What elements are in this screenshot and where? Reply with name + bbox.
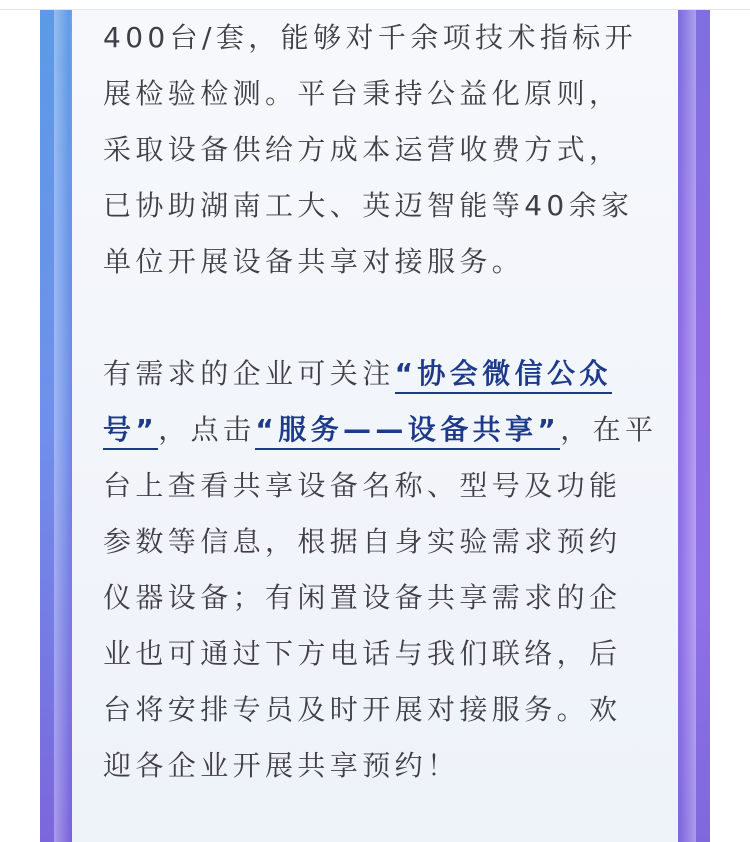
wechat-account-link-end[interactable]: 号” xyxy=(103,413,158,450)
frame-right-highlight xyxy=(680,10,696,842)
text-suffix: ，在平 xyxy=(560,413,658,446)
paragraph-line: 采取设备供给方成本运营收费方式， xyxy=(103,133,622,166)
wechat-account-link[interactable]: “协会微信公众 xyxy=(395,357,612,394)
paragraph-line: 迎各企业开展共享预约！ xyxy=(103,749,460,782)
paragraph-line: 仪器设备；有闲置设备共享需求的企 xyxy=(103,581,622,614)
paragraph-line xyxy=(103,402,658,458)
frame-left-highlight xyxy=(54,10,70,842)
paragraph-line: 参数等信息，根据自身实验需求预约 xyxy=(103,525,622,558)
paragraph-line: 400台/套，能够对千余项技术指标开 xyxy=(103,21,638,54)
service-sharing-link[interactable]: “服务——设备共享” xyxy=(255,413,560,450)
paragraph-line: 展检验检测。平台秉持公益化原则， xyxy=(103,77,622,110)
paragraph-how-to-book xyxy=(103,346,658,794)
paragraph-line: 单位开展设备共享对接服务。 xyxy=(103,245,525,278)
paragraph-platform-intro xyxy=(103,10,648,290)
paragraph-line: 台将安排专员及时开展对接服务。欢 xyxy=(103,693,622,726)
paragraph-line xyxy=(103,346,648,402)
paragraph-line: 已协助湖南工大、英迈智能等40余家 xyxy=(103,189,634,222)
paragraph-line: 台上查看共享设备名称、型号及功能 xyxy=(103,469,622,502)
text-middle: ，点击 xyxy=(158,413,256,446)
paragraph-line: 业也可通过下方电话与我们联络，后 xyxy=(103,637,622,670)
text-prefix: 有需求的企业可关注 xyxy=(103,357,395,390)
